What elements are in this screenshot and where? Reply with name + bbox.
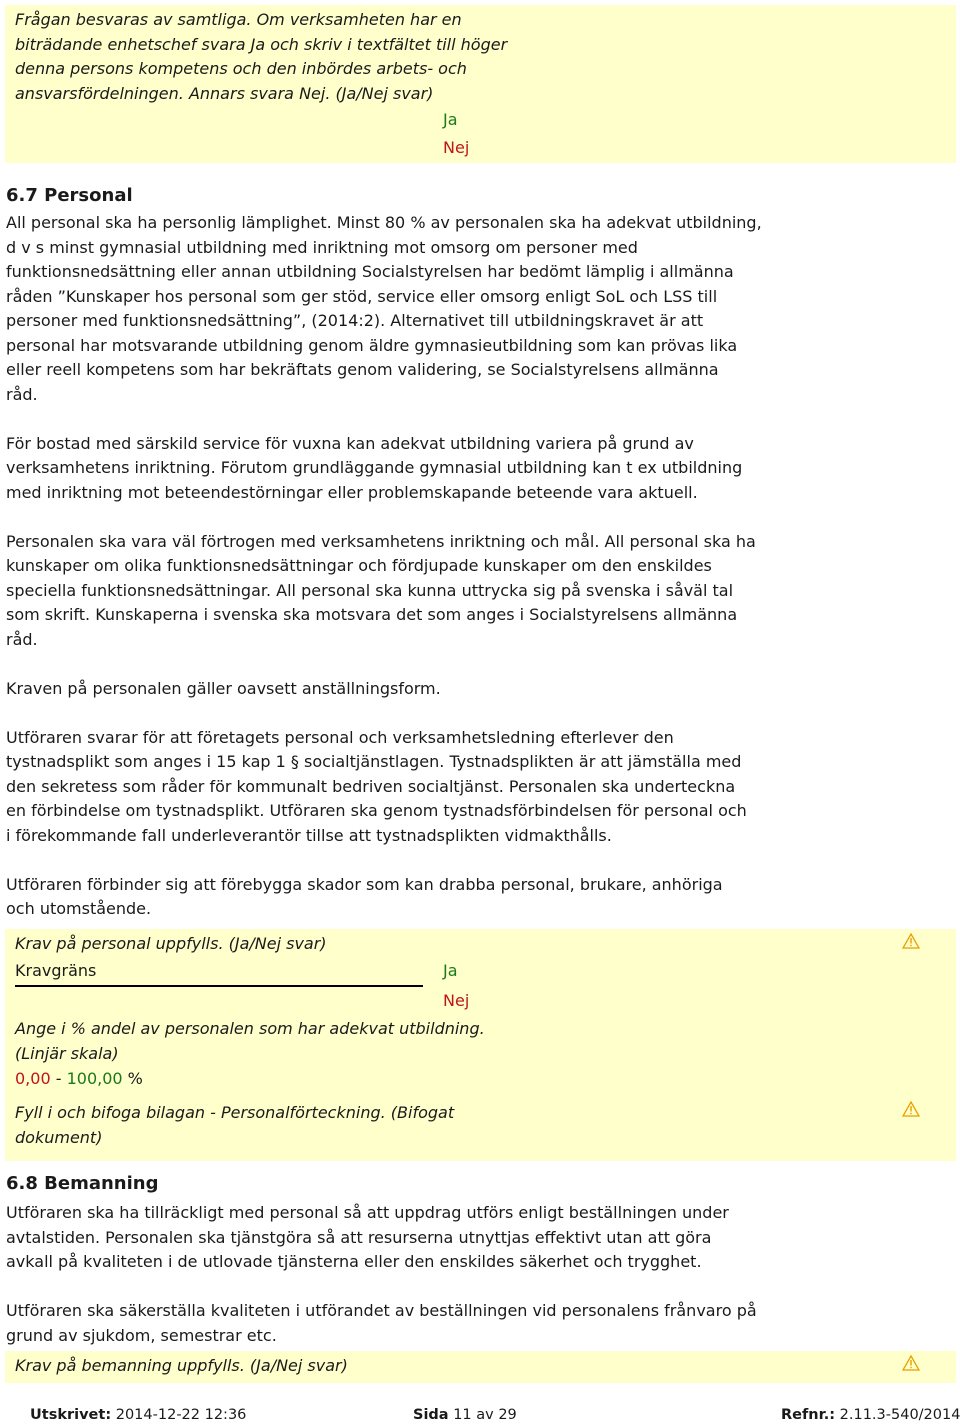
section-body-67 [6, 211, 762, 922]
question-text: Krav på personal uppfylls. (Ja/Nej svar) [15, 934, 327, 953]
range-unit: % [127, 1069, 143, 1088]
paragraph [6, 677, 762, 702]
text-line: För bostad med särskild service för vuxna kan adekvat utbildning variera på grund av [6, 433, 694, 453]
text-line: All personal ska ha personlig lämplighet. Minst 80 % av personalen ska ha adekvat utbildning, [6, 213, 762, 232]
text-line: verksamhetens inriktning. Förutom grundläggande gymnasial utbildning kan t ex utbildning [6, 458, 743, 477]
paragraph [6, 211, 762, 407]
range-max: 100,00 [66, 1069, 123, 1088]
text-line: Utföraren förbinder sig att förebygga skador som kan drabba personal, brukare, anhöriga [6, 874, 723, 894]
paragraph [6, 726, 762, 849]
text-line: Kraven på personalen gäller oavsett anställningsform. [6, 678, 441, 698]
text-line: råd. [6, 384, 38, 404]
paragraph [6, 530, 762, 653]
text-line: avkall på kvaliteten i de utlovade tjänsterna eller den enskildes säkerhet och trygghet. [6, 1252, 702, 1271]
kravgrans-label: Kravgräns [15, 961, 97, 980]
text-line: d v s minst gymnasial utbildning med inriktning mot omsorg om personer med [6, 237, 638, 257]
text-line: Personalen ska vara väl förtrogen med verksamhetens inriktning och mål. All personal ska ha [6, 531, 756, 551]
answer-option-nej[interactable]: Nej [443, 138, 470, 157]
text-line: Utföraren svarar för att företagets personal och verksamhetsledning efterlever den [6, 727, 674, 747]
question-line: Frågan besvaras av samtliga. Om verksamheten har en [15, 10, 462, 29]
kravgrans-line [15, 985, 423, 987]
question-line: biträdande enhetschef svara Ja och skriv i textfältet till höger [15, 34, 508, 54]
text-line: råd. [6, 629, 38, 649]
text-line: kunskaper om olika funktionsnedsättningar och fördjupade kunskaper om den enskildes [6, 556, 712, 575]
footer-ref [781, 1407, 960, 1423]
attachment-question-line2: dokument) [15, 1128, 103, 1147]
text-line: personal har motsvarande utbildning genom äldre gymnasieutbildning som kan prövas lika [6, 335, 738, 355]
question-box-personal [5, 929, 956, 1161]
section-body-68 [6, 1201, 757, 1348]
question-text: Ange i % andel av personalen som har adekvat utbildning. [15, 1019, 485, 1038]
text-line: speciella funktionsnedsättningar. All personal ska kunna uttrycka sig på svenska i såväl tal [6, 580, 734, 600]
answer-option-ja[interactable]: Ja [443, 110, 458, 129]
text-line: funktionsnedsättning eller annan utbildning Socialstyrelsen har bedömt lämplig i allmänna [6, 262, 734, 281]
text-line: personer med funktionsnedsättning”, (2014:2). Alternativet till utbildningskravet är att [6, 311, 704, 330]
text-line: som skrift. Kunskaperna i svenska ska motsvara det som anges i Socialstyrelsens allmänna [6, 605, 738, 624]
section-heading: 6.7 Personal [6, 185, 133, 206]
question-text-top [15, 8, 507, 106]
footer-page [413, 1407, 517, 1423]
range-row [15, 1067, 143, 1092]
range-min: 0,00 [15, 1069, 51, 1088]
range-separator: - [55, 1069, 62, 1088]
text-line: en förbindelse om tystnadsplikt. Utföraren ska genom tystnadsförbindelsen för personal och [6, 801, 747, 820]
question-text: Krav på bemanning uppfylls. (Ja/Nej svar) [15, 1356, 348, 1375]
footer-printed-value: 2014-12-22 12:36 [115, 1407, 247, 1423]
text-line: eller reell kompetens som har bekräftats genom validering, se Socialstyrelsens allmänna [6, 360, 719, 379]
footer-page-label: Sida [413, 1407, 449, 1423]
text-line: den sekretess som råder för kommunalt bedriven socialtjänst. Personalen ska underteckna [6, 776, 736, 796]
footer-ref-label: Refnr.: [781, 1407, 836, 1423]
warning-icon [902, 1355, 920, 1371]
text-line: i förekommande fall underleverantör tillse att tystnadsplikten vidmakthålls. [6, 825, 612, 845]
text-line: och utomstående. [6, 899, 152, 918]
answer-option-ja[interactable]: Ja [443, 961, 458, 980]
paragraph [6, 873, 762, 922]
text-line: Utföraren ska ha tillräckligt med personal så att uppdrag utförs enligt beställningen under [6, 1203, 729, 1222]
section-heading: 6.8 Bemanning [6, 1173, 159, 1194]
scale-note: (Linjär skala) [15, 1044, 119, 1063]
question-line: ansvarsfördelningen. Annars svara Nej. (Ja/Nej svar) [15, 83, 434, 103]
paragraph [6, 1299, 757, 1348]
paragraph [6, 1201, 757, 1275]
text-line: Utföraren ska säkerställa kvaliteten i utförandet av beställningen vid personalens frånvaro på [6, 1301, 757, 1320]
warning-icon [902, 933, 920, 949]
footer-ref-value: 2.11.3-540/2014 [839, 1407, 960, 1423]
attachment-question-line1: Fyll i och bifoga bilagan - Personalförteckning. (Bifogat [15, 1103, 455, 1122]
text-line: avtalstiden. Personalen ska tjänstgöra så att resurserna utnyttjas effektivt utan att göra [6, 1227, 712, 1247]
footer-printed [30, 1407, 246, 1423]
text-line: grund av sjukdom, semestrar etc. [6, 1325, 277, 1345]
answer-option-nej[interactable]: Nej [443, 991, 470, 1010]
question-line: denna persons kompetens och den inbördes arbets- och [15, 59, 467, 78]
text-line: tystnadsplikt som anges i 15 kap 1 § socialtjänstlagen. Tystnadsplikten är att jämställa med [6, 752, 742, 771]
text-line: råden ”Kunskaper hos personal som ger stöd, service eller omsorg enligt SoL och LSS till [6, 286, 718, 306]
paragraph [6, 432, 762, 506]
text-line: med inriktning mot beteendestörningar eller problemskapande beteende vara aktuell. [6, 482, 698, 502]
warning-icon [902, 1101, 920, 1117]
footer-page-value: 11 av 29 [453, 1407, 517, 1423]
footer-printed-label: Utskrivet: [30, 1407, 112, 1423]
